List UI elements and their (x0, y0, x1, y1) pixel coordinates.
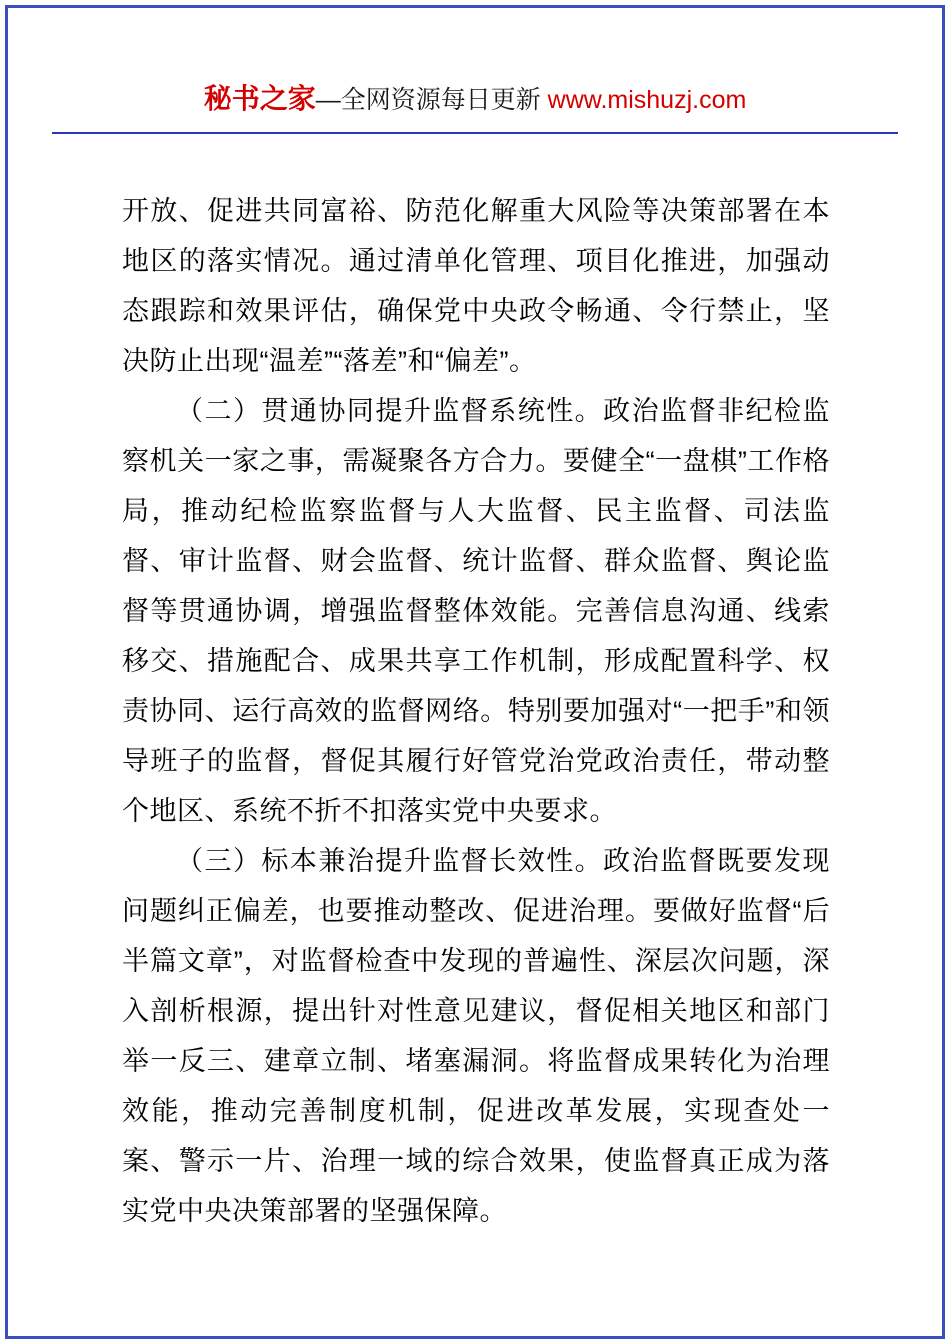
page-header (0, 0, 950, 116)
site-name: 秘书之家 (203, 84, 316, 115)
paragraph-continuation: 开放、促进共同富裕、防范化解重大风险等决策部署在本地区的落实情况。通过清单化管理、项目化推进，加强动态跟踪和效果评估，确保党中央政令畅通、令行禁止，坚决防止出现“温差”“落差”和“偏差”。 (122, 196, 830, 376)
paragraph-section-3: （三）标本兼治提升监督长效性。政治监督既要发现问题纠正偏差，也要推动整改、促进治理。要做好监督“后半篇文章”，对监督检查中发现的普遍性、深层次问题，深入剖析根源，提出针对性意见建议，督促相关地区和部门举一反三、建章立制、堵塞漏洞。将监督成果转化为治理效能，推动完善制度机制，促进改革发展，实现查处一案、警示一片、治理一域的综合效果，使监督真正成为落实党中央决策部署的坚强保障。 (122, 846, 830, 1226)
paragraph-section-2: （二）贯通协同提升监督系统性。政治监督非纪检监察机关一家之事，需凝聚各方合力。要健全“一盘棋”工作格局，推动纪检监察监督与人大监督、民主监督、司法监督、审计监督、财会监督、统计监督、群众监督、舆论监督等贯通协调，增强监督整体效能。完善信息沟通、线索移交、措施配合、成果共享工作机制，形成配置科学、权责协同、运行高效的监督网络。特别要加强对“一把手”和领导班子的监督，督促其履行好管党治党政治责任，带动整个地区、系统不折不扣落实党中央要求。 (122, 396, 830, 826)
document-body (122, 186, 830, 1236)
header-url-link[interactable]: www.mishuzj.com (547, 86, 747, 114)
header-tagline: —全网资源每日更新 (315, 86, 548, 114)
header-divider (52, 132, 898, 134)
